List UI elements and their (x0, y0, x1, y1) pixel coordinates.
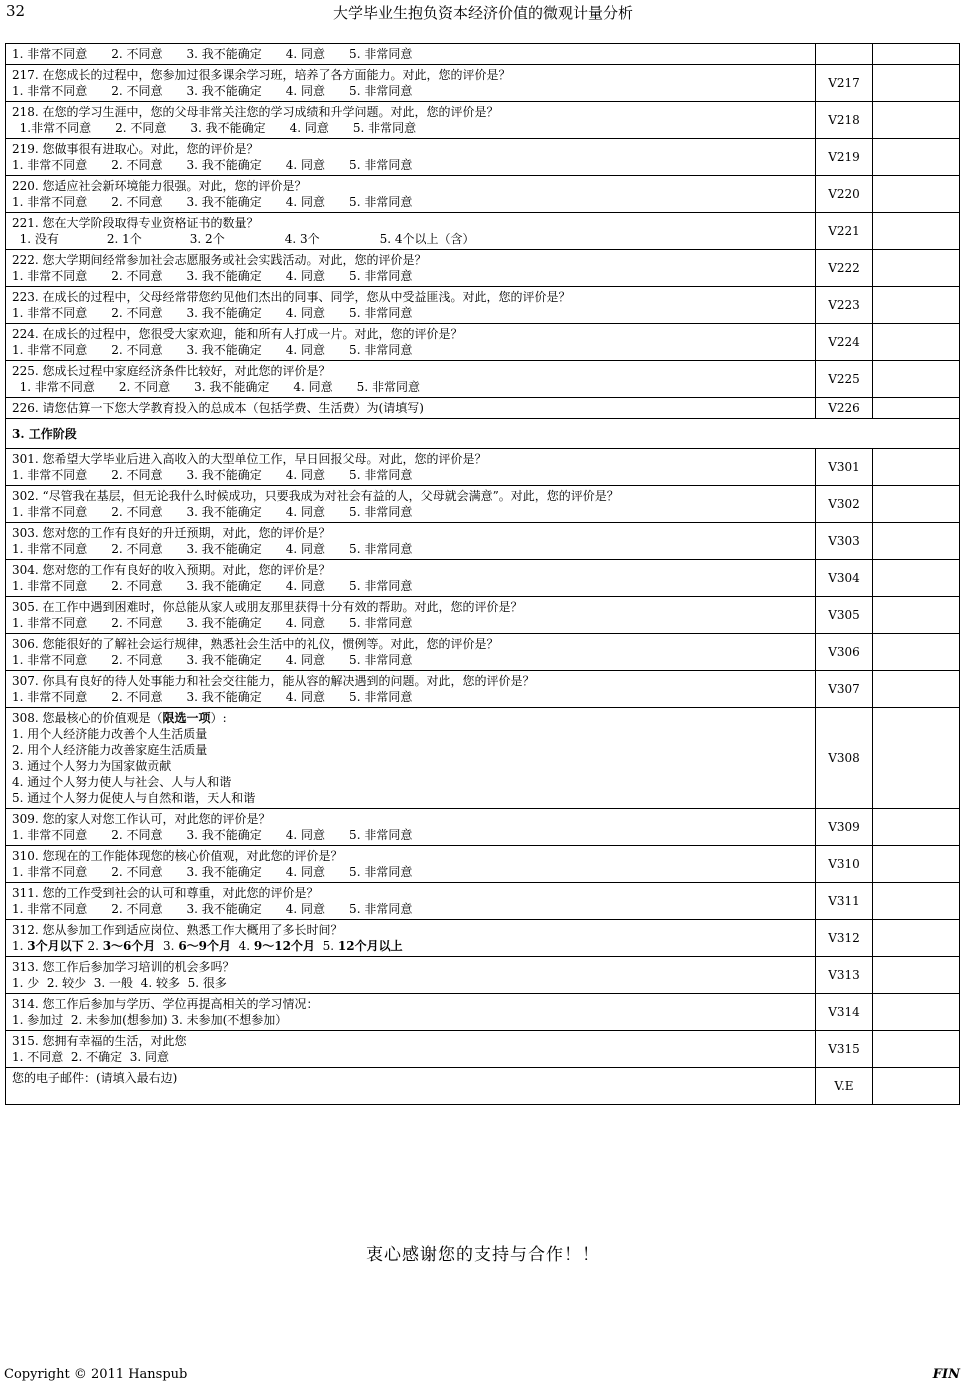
emphasized-text: 9～12个月 (253, 939, 315, 953)
answer-option (12, 938, 815, 954)
question-row (6, 449, 960, 486)
question-cell (6, 486, 816, 523)
question-row (6, 634, 960, 671)
text-segment: ）: (210, 711, 227, 725)
question-text: 306. 您能很好的了解社会运行规律，熟悉社会生活中的礼仪，惯例等。对此，您的评价是？ (12, 637, 499, 651)
variable-code: V225 (816, 361, 873, 398)
emphasized-text: 限选一项 (162, 711, 211, 725)
question-cell (6, 708, 816, 809)
text-segment: 5. (314, 939, 338, 953)
answer-entry-cell[interactable] (873, 597, 960, 634)
answer-option (12, 742, 815, 758)
answer-options: 1. 非常不同意 2. 不同意 3. 我不能确定 4. 同意 5. 非常同意 (12, 158, 413, 172)
answer-entry-cell[interactable] (873, 44, 960, 65)
answer-options: 1. 非常不同意 2. 不同意 3. 我不能确定 4. 同意 5. 非常同意 (12, 542, 413, 556)
answer-entry-cell[interactable] (873, 65, 960, 102)
answer-entry-cell[interactable] (873, 708, 960, 809)
variable-code: V305 (816, 597, 873, 634)
answer-options: 1. 少 2. 较少 3. 一般 4. 较多 5. 很多 (12, 976, 227, 990)
answer-entry-cell[interactable] (873, 361, 960, 398)
variable-code: V220 (816, 176, 873, 213)
question-text: 301. 您希望大学毕业后进入高收入的大型单位工作，早日回报父母。对此，您的评价是？ (12, 452, 487, 466)
question-row (6, 486, 960, 523)
question-row (6, 597, 960, 634)
question-text: 222. 您大学期间经常参加社会志愿服务或社会实践活动。对此，您的评价是？ (12, 253, 427, 267)
variable-code: V222 (816, 250, 873, 287)
answer-entry-cell[interactable] (873, 213, 960, 250)
question-row (6, 1031, 960, 1068)
variable-code: V217 (816, 65, 873, 102)
question-cell (6, 361, 816, 398)
answer-option (12, 726, 815, 742)
question-text: 1. 非常不同意 2. 不同意 3. 我不能确定 4. 同意 5. 非常同意 (12, 47, 413, 61)
question-row (6, 994, 960, 1031)
question-text (12, 710, 815, 726)
question-text: 315. 您拥有幸福的生活，对此您 (12, 1034, 187, 1048)
question-cell (6, 523, 816, 560)
answer-options: 1. 不同意 2. 不确定 3. 同意 (12, 1050, 170, 1064)
answer-options: 1. 非常不同意 2. 不同意 3. 我不能确定 4. 同意 5. 非常同意 (12, 828, 413, 842)
answer-options: 1. 非常不同意 2. 不同意 3. 我不能确定 4. 同意 5. 非常同意 (12, 343, 413, 357)
variable-code: V221 (816, 213, 873, 250)
question-row (6, 398, 960, 419)
variable-code: V219 (816, 139, 873, 176)
question-text: 310. 您现在的工作能体现您的核心价值观，对此您的评价是？ (12, 849, 343, 863)
variable-code: V311 (816, 883, 873, 920)
question-cell (6, 597, 816, 634)
question-row (6, 65, 960, 102)
question-text: 311. 您的工作受到社会的认可和尊重，对此您的评价是？ (12, 886, 319, 900)
answer-option (12, 790, 815, 806)
text-segment: 3. (155, 939, 179, 953)
text-segment: 3. 通过个人努力为国家做贡献 (12, 759, 172, 773)
question-cell (6, 920, 816, 957)
question-row (6, 139, 960, 176)
answer-entry-cell[interactable] (873, 634, 960, 671)
text-segment: 1. (12, 939, 28, 953)
answer-options: 1. 非常不同意 2. 不同意 3. 我不能确定 4. 同意 5. 非常同意 (12, 690, 413, 704)
question-cell (6, 324, 816, 361)
question-row (6, 44, 960, 65)
answer-option (12, 758, 815, 774)
question-cell (6, 176, 816, 213)
answer-options: 1. 非常不同意 2. 不同意 3. 我不能确定 4. 同意 5. 非常同意 (12, 902, 413, 916)
question-row (6, 883, 960, 920)
answer-entry-cell[interactable] (873, 994, 960, 1031)
question-row (6, 102, 960, 139)
text-segment: 312. 您从参加工作到适应岗位、熟悉工作大概用了多长时间？ (12, 923, 343, 937)
variable-code: V307 (816, 671, 873, 708)
question-row (6, 213, 960, 250)
variable-code: V223 (816, 287, 873, 324)
emphasized-text: 12个月以上 (337, 939, 403, 953)
variable-code: V309 (816, 809, 873, 846)
answer-entry-cell[interactable] (873, 139, 960, 176)
question-cell (6, 634, 816, 671)
text-segment: 4. 通过个人努力使人与社会、人与人和谐 (12, 775, 232, 789)
question-text: 225. 您成长过程中家庭经济条件比较好，对此您的评价是？ (12, 364, 331, 378)
answer-options: 1. 非常不同意 2. 不同意 3. 我不能确定 4. 同意 5. 非常同意 (12, 653, 413, 667)
answer-entry-cell[interactable] (873, 324, 960, 361)
question-cell (6, 44, 816, 65)
answer-entry-cell[interactable] (873, 1031, 960, 1068)
answer-options: 1. 非常不同意 2. 不同意 3. 我不能确定 4. 同意 5. 非常同意 (12, 579, 413, 593)
variable-code: V226 (816, 398, 873, 419)
answer-options: 1. 非常不同意 2. 不同意 3. 我不能确定 4. 同意 5. 非常同意 (12, 468, 413, 482)
emphasized-text: 6～9个月 (178, 939, 232, 953)
question-row (6, 957, 960, 994)
questionnaire-table (5, 43, 960, 1105)
answer-options: 1. 没有 2. 1个 3. 2个 4. 3个 5. 4个以上（含） (12, 232, 475, 246)
question-cell (6, 994, 816, 1031)
section-heading: 3. 工作阶段 (6, 419, 960, 449)
copyright-notice: Copyright © 2011 Hanspub (4, 1367, 188, 1382)
question-text: 224. 在成长的过程中，您很受大家欢迎，能和所有人打成一片。对此，您的评价是？ (12, 327, 463, 341)
answer-entry-cell[interactable] (873, 523, 960, 560)
question-text: 309. 您的家人对您工作认可，对此您的评价是？ (12, 812, 271, 826)
emphasized-text: 3～6个月 (102, 939, 156, 953)
answer-option (12, 774, 815, 790)
question-text: 313. 您工作后参加学习培训的机会多吗？ (12, 960, 235, 974)
answer-options: 1. 非常不同意 2. 不同意 3. 我不能确定 4. 同意 5. 非常同意 (12, 865, 413, 879)
answer-entry-cell[interactable] (873, 176, 960, 213)
answer-options: 1. 非常不同意 2. 不同意 3. 我不能确定 4. 同意 5. 非常同意 (12, 269, 413, 283)
section-row (6, 419, 960, 449)
answer-entry-cell[interactable] (873, 486, 960, 523)
question-cell (6, 398, 816, 419)
answer-entry-cell[interactable] (873, 883, 960, 920)
variable-code: V304 (816, 560, 873, 597)
question-cell (6, 250, 816, 287)
answer-entry-cell[interactable] (873, 560, 960, 597)
question-text: 314. 您工作后参加与学历、学位再提高相关的学习情况： (12, 997, 319, 1011)
answer-entry-cell[interactable] (873, 957, 960, 994)
question-cell (6, 287, 816, 324)
question-cell (6, 671, 816, 708)
answer-options: 1. 非常不同意 2. 不同意 3. 我不能确定 4. 同意 5. 非常同意 (12, 84, 413, 98)
question-row (6, 287, 960, 324)
question-row (6, 176, 960, 213)
question-text: 221. 您在大学阶段取得专业资格证书的数量？ (12, 216, 259, 230)
question-cell (6, 213, 816, 250)
variable-code: V310 (816, 846, 873, 883)
answer-options: 1. 非常不同意 2. 不同意 3. 我不能确定 4. 同意 5. 非常同意 (12, 616, 413, 630)
answer-options: 1. 非常不同意 2. 不同意 3. 我不能确定 4. 同意 5. 非常同意 (12, 380, 420, 394)
question-cell (6, 957, 816, 994)
running-title: 大学毕业生抱负资本经济价值的微观计量分析 (332, 4, 633, 22)
page-number: 32 (6, 2, 26, 20)
question-text (12, 922, 815, 938)
question-cell (6, 65, 816, 102)
question-text: 223. 在成长的过程中，父母经常带您约见他们杰出的同事、同学，您从中受益匪浅。对此，您的评价是？ (12, 290, 571, 304)
text-segment: 2. 用个人经济能力改善家庭生活质量 (12, 743, 208, 757)
question-row (6, 671, 960, 708)
answer-entry-cell[interactable] (873, 1068, 960, 1105)
question-text: 302. “尽管我在基层，但无论我什么时候成功，只要我成为对社会有益的人，父母就会满意”。对此，您的评价是？ (12, 489, 619, 503)
answer-options: 1. 非常不同意 2. 不同意 3. 我不能确定 4. 同意 5. 非常同意 (12, 505, 413, 519)
variable-code: V218 (816, 102, 873, 139)
question-row (6, 1068, 960, 1105)
variable-code: V303 (816, 523, 873, 560)
variable-code: V308 (816, 708, 873, 809)
text-segment: 308. 您最核心的价值观是（ (12, 711, 163, 725)
answer-entry-cell[interactable] (873, 398, 960, 419)
question-cell (6, 809, 816, 846)
question-cell (6, 560, 816, 597)
journal-mark: FIN (932, 1367, 960, 1382)
question-row (6, 846, 960, 883)
question-cell (6, 1068, 816, 1105)
variable-code: V312 (816, 920, 873, 957)
answer-options: 1. 参加过 2. 未参加(想参加) 3. 未参加(不想参加） (12, 1013, 288, 1027)
question-text: 217. 在您成长的过程中，您参加过很多课余学习班，培养了各方面能力。对此，您的评价是？ (12, 68, 511, 82)
variable-code: V314 (816, 994, 873, 1031)
question-cell (6, 102, 816, 139)
closing-thanks: 衷心感谢您的支持与合作！！ (366, 1245, 600, 1265)
question-row (6, 324, 960, 361)
question-cell (6, 139, 816, 176)
question-row (6, 361, 960, 398)
question-row (6, 920, 960, 957)
question-text: 218. 在您的学习生涯中，您的父母非常关注您的学习成绩和升学问题。对此，您的评价是？ (12, 105, 499, 119)
answer-options: 1. 非常不同意 2. 不同意 3. 我不能确定 4. 同意 5. 非常同意 (12, 306, 413, 320)
answer-entry-cell[interactable] (873, 920, 960, 957)
answer-entry-cell[interactable] (873, 102, 960, 139)
variable-code: V224 (816, 324, 873, 361)
question-cell (6, 883, 816, 920)
text-segment: 5. 通过个人努力促使人与自然和谐，天人和谐 (12, 791, 256, 805)
question-text: 303. 您对您的工作有良好的升迁预期，对此，您的评价是？ (12, 526, 331, 540)
answer-options (12, 1086, 815, 1102)
text-segment: 1. 用个人经济能力改善个人生活质量 (12, 727, 208, 741)
question-text: 220. 您适应社会新环境能力很强。对此，您的评价是？ (12, 179, 307, 193)
answer-options: 1. 非常不同意 2. 不同意 3. 我不能确定 4. 同意 5. 非常同意 (12, 195, 413, 209)
question-text: 219. 您做事很有进取心。对此，您的评价是？ (12, 142, 259, 156)
question-text: 305. 在工作中遇到困难时，你总能从家人或朋友那里获得十分有效的帮助。对此，您的评价是？ (12, 600, 523, 614)
question-row (6, 809, 960, 846)
question-row (6, 523, 960, 560)
question-cell (6, 449, 816, 486)
text-segment: 4. (231, 939, 254, 953)
text-segment: 2. (83, 939, 103, 953)
variable-code: V.E (816, 1068, 873, 1105)
variable-code: V301 (816, 449, 873, 486)
variable-code: V302 (816, 486, 873, 523)
answer-entry-cell[interactable] (873, 846, 960, 883)
variable-code: V306 (816, 634, 873, 671)
variable-code: V313 (816, 957, 873, 994)
variable-code: V315 (816, 1031, 873, 1068)
answer-entry-cell[interactable] (873, 809, 960, 846)
question-row (6, 250, 960, 287)
question-text: 226. 请您估算一下您大学教育投入的总成本（包括学费、生活费）为(请填写) (12, 401, 424, 415)
question-text: 304. 您对您的工作有良好的收入预期。对此，您的评价是？ (12, 563, 331, 577)
variable-code (816, 44, 873, 65)
question-cell (6, 846, 816, 883)
answer-entry-cell[interactable] (873, 250, 960, 287)
emphasized-text: 3个月以下 (27, 939, 84, 953)
question-text: 您的电子邮件：(请填入最右边) (12, 1071, 178, 1085)
answer-options: 1.非常不同意 2. 不同意 3. 我不能确定 4. 同意 5. 非常同意 (12, 121, 417, 135)
answer-entry-cell[interactable] (873, 287, 960, 324)
question-row (6, 708, 960, 809)
question-text: 307. 你具有良好的待人处事能力和社会交往能力，能从容的解决遇到的问题。对此，您的评价是？ (12, 674, 535, 688)
question-row (6, 560, 960, 597)
answer-entry-cell[interactable] (873, 449, 960, 486)
answer-entry-cell[interactable] (873, 671, 960, 708)
question-cell (6, 1031, 816, 1068)
